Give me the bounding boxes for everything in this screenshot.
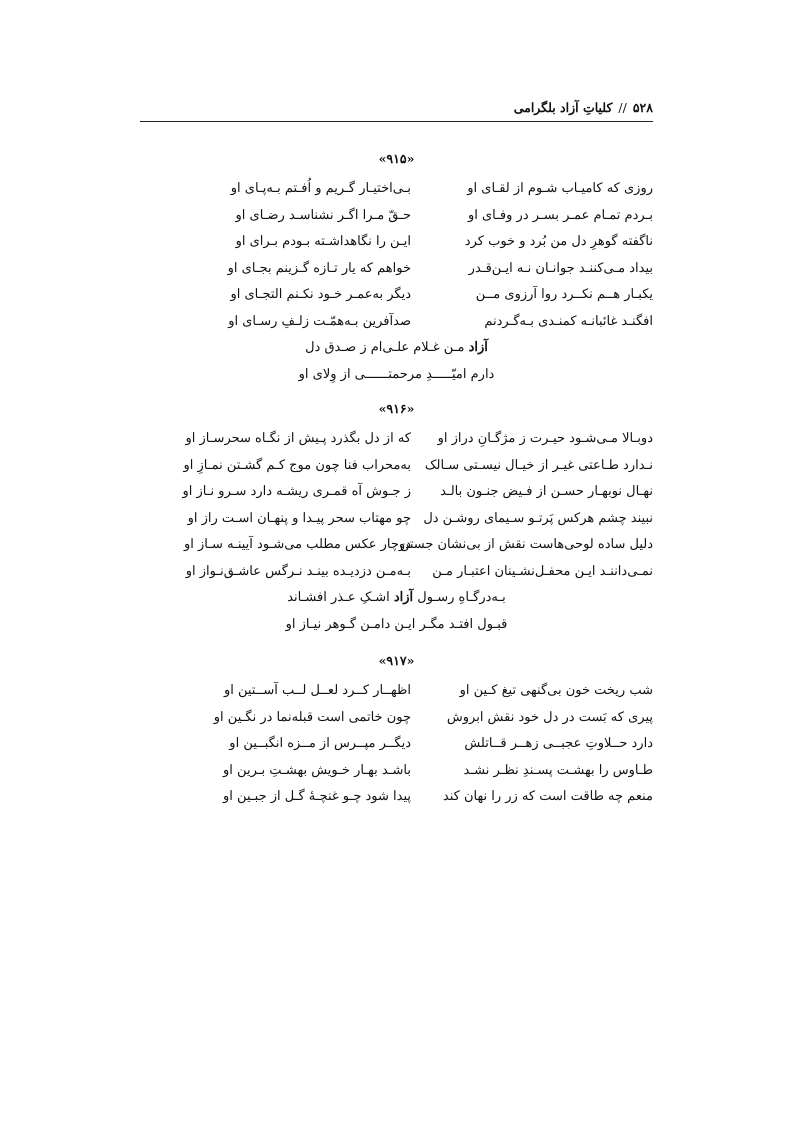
hemistich-second: ز جـوش آه قمـری ریشـه دارد سـرو نـاز او bbox=[182, 484, 411, 499]
couplet bbox=[140, 479, 653, 506]
couplet bbox=[140, 731, 653, 758]
couplet bbox=[140, 176, 653, 203]
couplet bbox=[140, 282, 653, 309]
hemistich-first: دارد حــلاوتِ عجبــی زهــر قــاتلش bbox=[464, 736, 653, 751]
couplet bbox=[140, 532, 653, 559]
hemistich-second: خواهم که یار تـازه گـزینم بجـای او bbox=[227, 260, 411, 276]
hemistich-second: حـقّ مـرا اگـر نشناسـد رضـای او bbox=[235, 207, 411, 223]
hemistich-first: افگنـد غائبانـه کمنـدی بـه‌گـردنم bbox=[484, 313, 653, 329]
hemistich-second: به‌محراب فنا چون موج کـم گشـتن نمـازِ او bbox=[183, 457, 411, 473]
hemistich-first: روزی که کامیـاب شـوم از لقـای او bbox=[467, 181, 653, 196]
closing-text: اشـکِ عـذر افشـاند bbox=[287, 590, 394, 605]
hemistich-first: نهـال نوبهـار حسـن از فـیض جنـون بالـد bbox=[440, 484, 653, 499]
hemistich-second: ایـن را نگاهداشـته بـودم بـرای او bbox=[235, 234, 411, 249]
closing-text: دارم امیّـــــدِ مرحمتــــــی از وِلای او bbox=[298, 366, 495, 382]
hemistich-first: ناگفته گوهرِ دل من بُرد و خوب کرد bbox=[464, 234, 653, 249]
couplet bbox=[140, 758, 653, 785]
poem-number: «۹۱۵» bbox=[378, 151, 415, 166]
header-separator: // bbox=[618, 100, 627, 115]
hemistich-second: باشـد بهـار خـویش بهشـتِ بـرین او bbox=[223, 762, 411, 778]
poet-name: آزاد bbox=[393, 590, 414, 605]
closing-line bbox=[140, 612, 653, 639]
hemistich-second: دوچار عکس مطلب می‌شـود آیینـه سـاز او bbox=[183, 537, 411, 552]
hemistich-first: بیداد مـی‌کننـد جوانـان نـه ایـن‌قـدر bbox=[468, 260, 653, 276]
hemistich-first: نمـی‌داننـد ایـن محفـل‌نشـینان اعتبـار مـن bbox=[432, 563, 653, 579]
hemistich-first: نبیند چشم هرکس پَرتـو سـیمای روشـن دل bbox=[423, 510, 653, 526]
hemistich-second: اظهــار کــرد لعــل لــب آســتین او bbox=[223, 683, 411, 698]
hemistich-first: یکبـار هــم نکــرد روا آرزوی مــن bbox=[475, 287, 653, 302]
poem-number: «۹۱۶» bbox=[378, 401, 415, 416]
couplet bbox=[140, 559, 653, 586]
closing-line bbox=[140, 362, 653, 389]
hemistich-second: دیگر به‌عمـر خـود نکـنم التجـای او bbox=[230, 287, 411, 302]
closing-line bbox=[140, 585, 653, 612]
hemistich-second: چون خاتمی است قبله‌نما در نگـین او bbox=[213, 709, 411, 725]
couplet bbox=[140, 678, 653, 705]
closing-text: بـه‌درگـاهِ رسـول bbox=[413, 590, 506, 605]
hemistich-first: منعم چه طاقت است که زر را نهان کند bbox=[442, 789, 653, 804]
couplet bbox=[140, 229, 653, 256]
poem-917 bbox=[140, 652, 653, 811]
hemistich-first: پیری که بَست در دل خود نقش ابروش bbox=[446, 709, 653, 725]
running-header bbox=[140, 95, 653, 122]
hemistich-second: که از دل بگذرد پـیش از نگـاه سحرسـاز او bbox=[185, 431, 411, 446]
closing-text: مـن غـلام علـی‌ام ز صـدق دل bbox=[305, 340, 469, 355]
hemistich-first: بـردم تمـام عمـر بسـر در وفـای او bbox=[467, 207, 653, 223]
hemistich-second: پیدا شود چـو غنچـهٔ گـل از جبـین او bbox=[223, 789, 411, 804]
poem-915 bbox=[140, 150, 653, 388]
couplet bbox=[140, 784, 653, 811]
couplet bbox=[140, 705, 653, 732]
book-title: کلیاتِ آزاد بلگرامی bbox=[513, 100, 613, 115]
closing-text: قبـول افتـد مگـر ایـن دامـن گـوهر نیـاز او bbox=[285, 616, 508, 632]
hemistich-first: دلیل ساده لوحی‌هاست نقش از بی‌نشان جستن bbox=[399, 537, 653, 552]
hemistich-second: صدآفرین بـه‌همّـت زلـفِ رسـای او bbox=[228, 313, 411, 329]
couplet bbox=[140, 506, 653, 533]
poet-name: آزاد bbox=[468, 340, 488, 355]
page-number: ۵۲۸ bbox=[632, 100, 653, 115]
hemistich-first: شب ریخت خون بی‌گنهی تیغ کـین او bbox=[459, 683, 653, 698]
hemistich-second: بـی‌اختیـار گـریم و اُفـتم بـه‌پـای او bbox=[230, 181, 411, 196]
couplet bbox=[140, 203, 653, 230]
poem-916 bbox=[140, 400, 653, 638]
couplet bbox=[140, 426, 653, 453]
hemistich-first: طـاوس را بهشـت پسـندِ نظـر نشـد bbox=[463, 762, 653, 778]
hemistich-first: دوبـالا مـی‌شـود حیـرت ز مژگـانِ دراز او bbox=[437, 431, 653, 446]
hemistich-second: چو مهتاب سحر پیـدا و پنهـان اسـت راز او bbox=[187, 510, 411, 526]
hemistich-second: دیگــر مپــرس از مــزه انگبــین او bbox=[229, 736, 411, 751]
couplet bbox=[140, 309, 653, 336]
hemistich-second: بـه‌مـن دزدیـده بینـد نـرگس عاشـق‌نـواز او bbox=[185, 563, 411, 579]
poem-number: «۹۱۷» bbox=[378, 653, 415, 668]
closing-line bbox=[140, 335, 653, 362]
couplet bbox=[140, 256, 653, 283]
couplet bbox=[140, 453, 653, 480]
hemistich-first: نـدارد طـاعتی غیـر از خیـال نیسـتی سـالک bbox=[424, 457, 653, 473]
